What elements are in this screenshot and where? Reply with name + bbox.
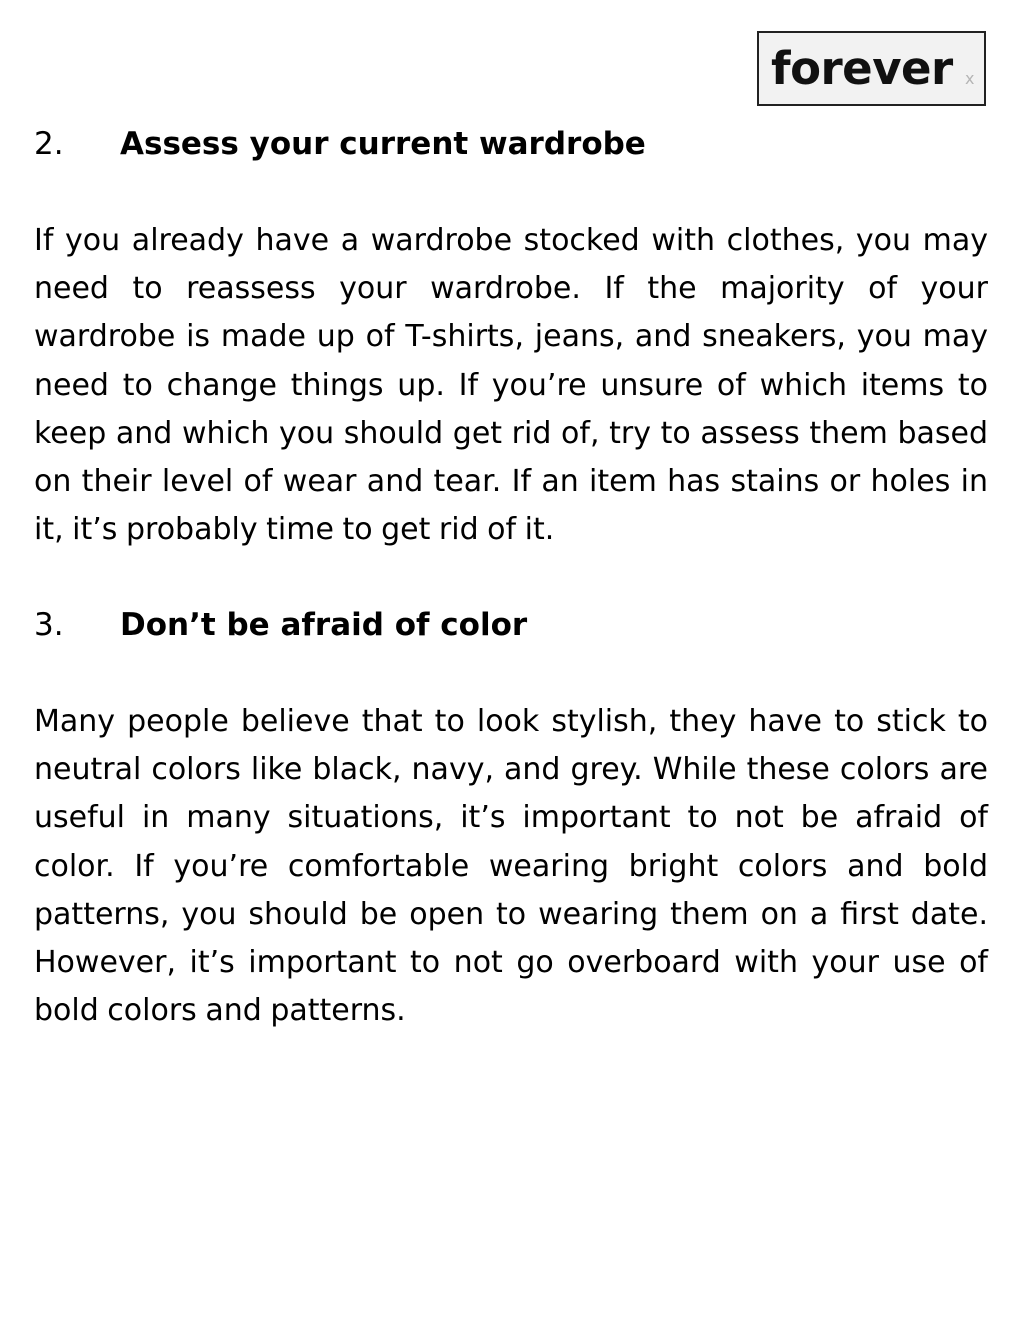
logo-wordmark: forever — [771, 42, 953, 95]
forever-logo — [757, 31, 986, 106]
section-heading-3 — [34, 601, 988, 649]
section-paragraph-3: Many people believe that to look stylish, they have to stick to neutral colors like black, navy, and grey. While these colors are useful in many situations, it’s important to not be afraid of color. If you’re comfortable wearing bright colors and bold patterns, you should be open to wearing them on a first date. However, it’s important to not go overboard with your use of bold colors and patterns. — [34, 704, 988, 1029]
section-title: Don’t be afraid of color — [120, 607, 528, 643]
section-paragraph-2: If you already have a wardrobe stocked with clothes, you may need to reassess your wardrobe. If the majority of your wardrobe is made up of T-shirts, jeans, and sneakers, you may need to change things up. If you’re unsure of which items to keep and which you should get rid of, try to assess them based on their level of wear and tear. If an item has stains or holes in it, it’s probably time to get rid of it. — [34, 223, 988, 548]
section-number: 3. — [34, 607, 64, 643]
section-number: 2. — [34, 126, 64, 162]
section-heading-2 — [34, 120, 988, 168]
section-title: Assess your current wardrobe — [120, 126, 646, 162]
logo-mark: x — [965, 69, 975, 88]
